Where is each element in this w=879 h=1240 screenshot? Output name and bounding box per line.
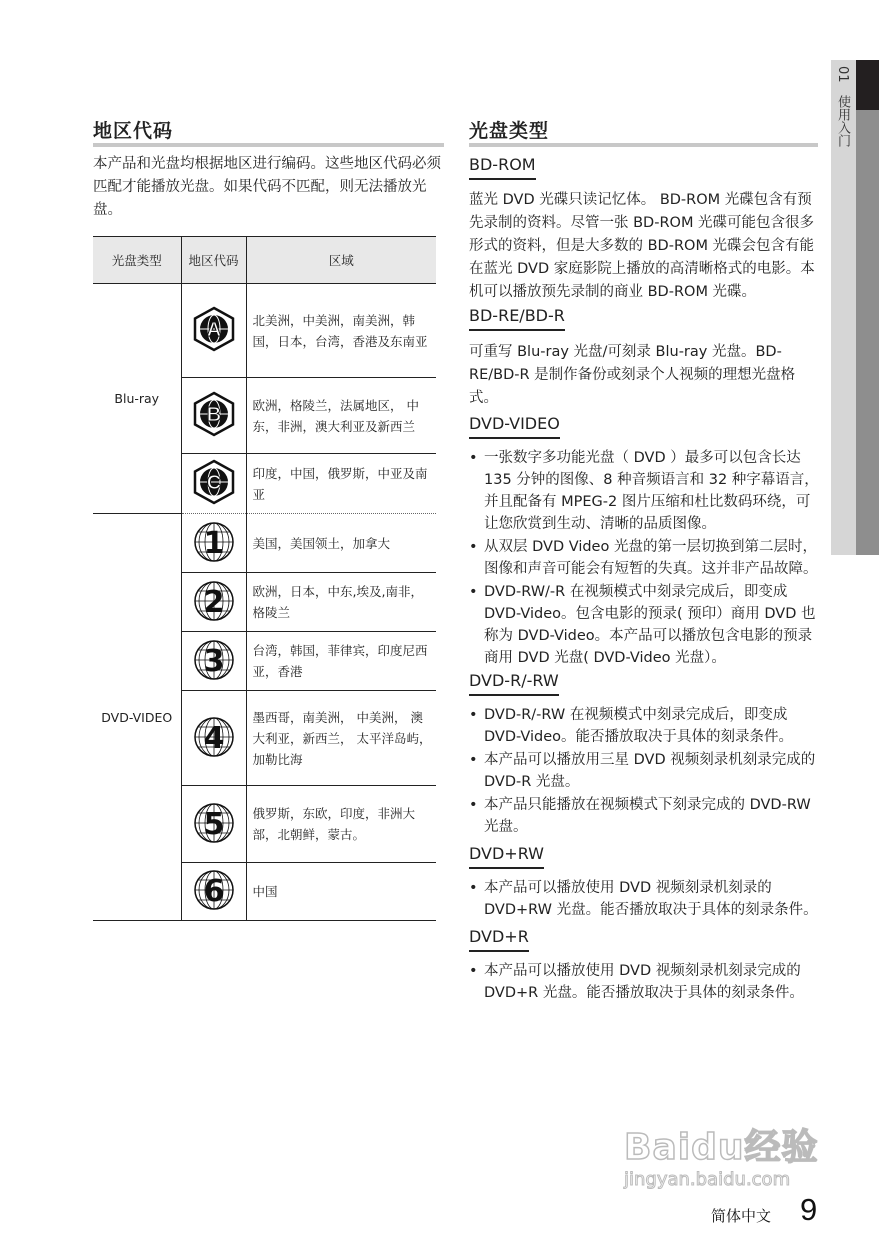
header-disc-type: 光盘类型: [93, 237, 181, 284]
dvd-region-globe-icon: [192, 715, 236, 759]
title-rule: [469, 143, 818, 147]
region-cell: 墨西哥，南美洲， 中美洲， 澳大利亚，新西兰， 太平洋岛屿， 加勒比海: [246, 691, 436, 786]
watermark-logo: Baidu经验: [624, 1127, 819, 1168]
region-cell: 中国: [246, 863, 436, 921]
region-code-number: 4: [203, 720, 224, 756]
dvd-region-globe-icon: [192, 638, 236, 682]
side-tab-marker: [856, 60, 879, 110]
heading-dvd-plus-rw: DVD+RW: [469, 844, 544, 869]
region-cell: 台湾，韩国，菲律宾，印度尼西亚，香港: [246, 632, 436, 691]
table-row: [93, 284, 436, 378]
region-code-number: 1: [203, 525, 224, 561]
region-code-table: [93, 236, 436, 921]
bluray-region-icon: [192, 306, 236, 352]
region-code-number: 6: [203, 874, 224, 909]
list-item: • 本产品可以播放使用 DVD 视频刻录机刻录完成的 DVD+R 光盘。能否播放取决于具体的刻录条件。: [469, 960, 821, 1004]
title-rule: [93, 143, 444, 147]
region-code-cell: [181, 514, 246, 573]
right-column: [469, 119, 821, 1005]
dvd-region-globe-icon: [192, 579, 236, 623]
list-item: • 本产品可以播放使用 DVD 视频刻录机刻录的 DVD+RW 光盘。能否播放取决于具体的刻录条件。: [469, 877, 821, 921]
region-code-title: 地区代码: [93, 120, 174, 142]
side-tab-text: 使用入门: [835, 94, 850, 147]
side-tab-label: [833, 66, 852, 147]
region-code-cell: [181, 573, 246, 632]
bd-rom-text: 蓝光 DVD 光碟只读记忆体。 BD-ROM 光碟包含有预先录制的资料。尽管一张 BD-ROM 光碟可能包含很多形式的资料，但是大多数的 BD-ROM 光碟会包含有能在蓝光 DVD 家庭影院上播放的高清晰格式的电影。本机可以播放预先录制的商业 BD-ROM 光碟。: [469, 192, 815, 300]
region-cell: 美国，美国领土，加拿大: [246, 514, 436, 573]
region-code-cell: [181, 454, 246, 514]
list-item: • 从双层 DVD Video 光盘的第一层切换到第二层时，图像和声音可能会有短暂的失真。这并非产品故障。: [469, 536, 821, 580]
region-cell: 俄罗斯，东欧，印度，非洲大部，北朝鲜，蒙古。: [246, 786, 436, 863]
side-tab-strip: [856, 60, 879, 555]
page-number: 9: [800, 1192, 818, 1227]
region-code-number: 5: [203, 806, 224, 842]
header-region-code: 地区代码: [181, 237, 246, 284]
list-item: • DVD-R/-RW 在视频模式中刻录完成后，即变成 DVD-Video。能否播放取决于具体的刻录条件。: [469, 704, 821, 748]
region-code-cell: [181, 378, 246, 454]
dvd-region-globe-icon: [192, 801, 236, 845]
region-cell: 印度，中国，俄罗斯，中亚及南亚: [246, 454, 436, 514]
region-code-intro: 本产品和光盘均根据地区进行编码。这些地区代码必须匹配才能播放光盘。如果代码不匹配，则无法播放光盘。: [93, 156, 441, 218]
disc-type-cell: Blu-ray: [93, 284, 181, 514]
heading-dvd-video: DVD-VIDEO: [469, 414, 560, 439]
bd-re-text: 可重写 Blu-ray 光盘/可刻录 Blu-ray 光盘。BD-RE/BD-R 是制作备份或刻录个人视频的理想光盘格式。: [469, 344, 796, 406]
disc-type-title: 光盘类型: [469, 120, 550, 142]
heading-dvd-r-rw: DVD-R/-RW: [469, 671, 559, 696]
footer-language: 简体中文: [711, 1207, 772, 1225]
region-code-cell: [181, 632, 246, 691]
region-code-number: 3: [203, 643, 224, 679]
side-tab-number: 01: [835, 66, 850, 83]
list-item: • 一张数字多功能光盘（ DVD ）最多可以包含长达 135 分钟的图像、8 种音频语言和 32 种字幕语言，并且配备有 MPEG-2 图片压缩和杜比数码环绕，可让您欣赏到生动、清晰的品质图像。: [469, 447, 821, 535]
watermark-url: jingyan.baidu.com: [624, 1169, 791, 1190]
region-code-letter: C: [206, 472, 221, 494]
heading-bd-rom: BD-ROM: [469, 155, 536, 180]
region-code-letter: A: [206, 319, 221, 341]
region-code-cell: [181, 863, 246, 921]
list-item: • DVD-RW/-R 在视频模式中刻录完成后，即变成 DVD-Video。包含电影的预录( 预印）商用 DVD 也称为 DVD-Video。本产品可以播放包含电影的预录商用 DVD 光盘( DVD-Video 光盘）。: [469, 581, 821, 669]
disc-type-cell: DVD-VIDEO: [93, 514, 181, 921]
heading-bd-re: BD-RE/BD-R: [469, 306, 565, 331]
region-cell: 欧洲，日本，中东,埃及,南非，格陵兰: [246, 573, 436, 632]
left-column: [93, 119, 444, 921]
region-code-cell: [181, 284, 246, 378]
region-cell: 北美洲，中美洲，南美洲，韩国，日本，台湾，香港及东南亚: [246, 284, 436, 378]
region-code-letter: B: [206, 404, 221, 426]
bluray-region-icon: [192, 391, 236, 437]
list-item: • 本产品只能播放在视频模式下刻录完成的 DVD-RW 光盘。: [469, 794, 821, 838]
dvd-region-globe-icon: [192, 868, 236, 912]
table-row: [93, 514, 436, 573]
region-code-cell: [181, 786, 246, 863]
dvd-region-globe-icon: [192, 520, 236, 564]
bluray-region-icon: [192, 459, 236, 505]
list-item: • 本产品可以播放用三星 DVD 视频刻录机刻录完成的 DVD-R 光盘。: [469, 749, 821, 793]
region-code-number: 2: [203, 584, 224, 620]
header-region: 区域: [246, 237, 436, 284]
region-code-cell: [181, 691, 246, 786]
heading-dvd-plus-r: DVD+R: [469, 927, 529, 952]
region-cell: 欧洲，格陵兰，法属地区， 中东，非洲，澳大利亚及新西兰: [246, 378, 436, 454]
